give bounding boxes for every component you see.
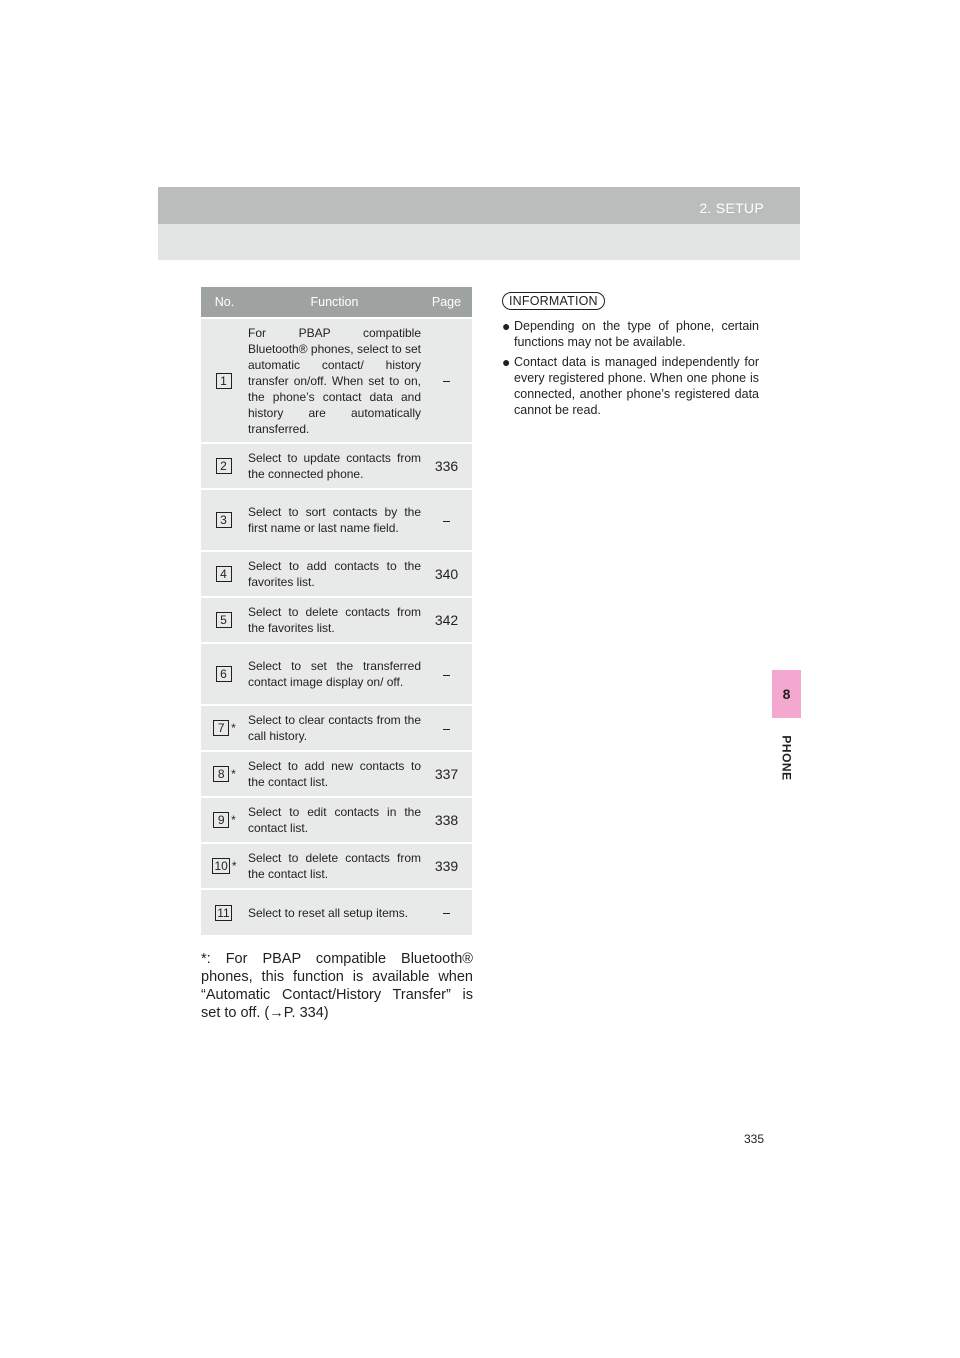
row-number-cell	[201, 551, 248, 597]
function-description: For PBAP compatible Bluetooth® phones, select to set automatic contact/ history transfer on/off. When set to on, the phone’s contact data and history are automatically transferred.	[248, 318, 421, 443]
footnote-marker: *	[231, 859, 237, 873]
page-reference: ⎯	[421, 489, 472, 551]
row-number-box: 10	[214, 859, 228, 873]
page-reference[interactable]: 342	[421, 597, 472, 643]
page-reference[interactable]: 338	[421, 797, 472, 843]
function-description: Select to sort contacts by the first name or last name field.	[248, 489, 421, 551]
function-description: Select to delete contacts from the favorites list.	[248, 597, 421, 643]
row-number-cell	[201, 797, 248, 843]
function-description: Select to delete contacts from the contact list.	[248, 843, 421, 889]
function-description: Select to clear contacts from the call history.	[248, 705, 421, 751]
information-list	[502, 318, 759, 418]
table-row	[201, 889, 472, 935]
row-number-box: 8	[213, 766, 229, 782]
row-number-box: 3	[216, 512, 232, 528]
table-row	[201, 551, 472, 597]
bullet-icon: ●	[502, 318, 511, 334]
information-box	[502, 292, 759, 422]
page-reference: ⎯	[421, 643, 472, 705]
header-page: Page	[421, 287, 472, 318]
page-reference[interactable]: 339	[421, 843, 472, 889]
row-number-cell	[201, 751, 248, 797]
header-no: No.	[201, 287, 248, 318]
page-reference: ⎯	[421, 705, 472, 751]
table-row	[201, 643, 472, 705]
row-number-cell	[201, 705, 248, 751]
row-number-box: 6	[216, 666, 232, 682]
information-text: Contact data is managed independently for every registered phone. When one phone is connected, another phone’s registered data cannot be read.	[514, 355, 759, 417]
footnote-marker: *	[231, 721, 236, 735]
footnote-marker: *	[231, 767, 236, 781]
page-number: 335	[744, 1132, 765, 1146]
function-description: Select to set the transferred contact image display on/ off.	[248, 643, 421, 705]
row-number-cell	[201, 443, 248, 489]
function-description: Select to edit contacts in the contact list.	[248, 797, 421, 843]
row-number-cell	[201, 489, 248, 551]
function-table	[201, 287, 472, 935]
row-number-box: 9	[213, 812, 229, 828]
row-number-cell	[201, 643, 248, 705]
table-row	[201, 597, 472, 643]
function-description: Select to add contacts to the favorites list.	[248, 551, 421, 597]
chapter-label	[772, 728, 801, 788]
table-row	[201, 705, 472, 751]
table-row	[201, 443, 472, 489]
row-number-box: 2	[216, 458, 232, 474]
footnote: *: For PBAP compatible Bluetooth® phones, this function is available when “Automatic Contact/History Transfer” is set to off. (→P. 334)	[201, 951, 473, 1021]
page-reference[interactable]: 337	[421, 751, 472, 797]
row-number-cell	[201, 889, 248, 935]
function-description: Select to update contacts from the connected phone.	[248, 443, 421, 489]
chapter-tab[interactable]	[772, 670, 801, 718]
header-function: Function	[248, 287, 421, 318]
row-number-box: 7	[213, 720, 229, 736]
page-reference: ⎯	[421, 318, 472, 443]
chapter-number: 8	[782, 686, 791, 702]
table-row	[201, 797, 472, 843]
row-number-cell	[201, 318, 248, 443]
table-row	[201, 751, 472, 797]
page-reference[interactable]: 340	[421, 551, 472, 597]
footnote-marker: *	[231, 813, 236, 827]
row-number-cell	[201, 597, 248, 643]
function-description: Select to add new contacts to the contact list.	[248, 751, 421, 797]
row-number-box: 5	[216, 612, 232, 628]
page-reference: ⎯	[421, 889, 472, 935]
header-band	[158, 187, 800, 224]
information-item	[502, 354, 759, 418]
chapter-label-text: PHONE	[779, 735, 794, 781]
row-number-box: 11	[217, 905, 230, 920]
information-title: INFORMATION	[502, 292, 605, 310]
header-subband	[158, 224, 800, 260]
row-number-box: 1	[216, 373, 232, 389]
row-number-cell	[201, 843, 248, 889]
row-number-box: 4	[216, 566, 232, 582]
table-row	[201, 489, 472, 551]
table-row	[201, 318, 472, 443]
table-row	[201, 843, 472, 889]
bullet-icon: ●	[502, 354, 511, 370]
table-header-row	[201, 287, 472, 318]
information-item	[502, 318, 759, 350]
information-text: Depending on the type of phone, certain functions may not be available.	[514, 319, 759, 349]
section-title: 2. SETUP	[699, 200, 764, 216]
page-reference[interactable]: 336	[421, 443, 472, 489]
function-description: Select to reset all setup items.	[248, 889, 421, 935]
